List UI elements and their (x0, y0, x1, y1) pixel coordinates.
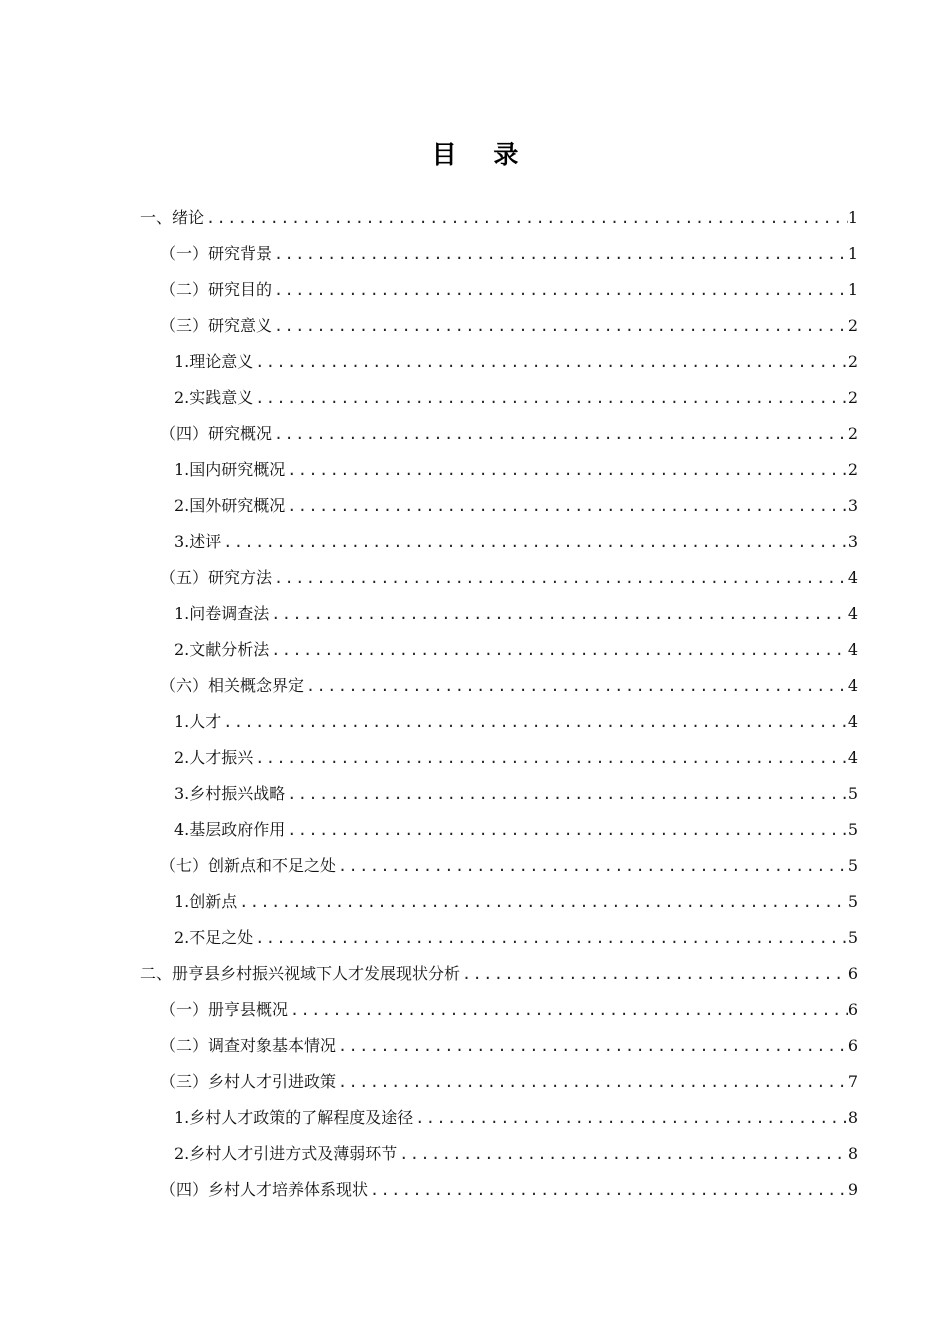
toc-page-number: 5 (847, 892, 858, 911)
toc-entry[interactable] (0, 452, 950, 488)
toc-page-number: 2 (847, 460, 858, 479)
toc-entry[interactable] (0, 812, 950, 848)
toc-entry[interactable] (0, 596, 950, 632)
dot-leader (285, 452, 848, 488)
toc-page-number: 8 (847, 1144, 858, 1163)
toc-page-number: 9 (847, 1180, 858, 1199)
toc-entry[interactable] (0, 1100, 950, 1136)
toc-entry[interactable] (0, 1064, 950, 1100)
toc-entry-title: （三）乡村人才引进政策 (160, 1072, 337, 1091)
toc-entry-title: 2.实践意义 (174, 388, 254, 407)
toc-entry[interactable] (0, 1028, 950, 1064)
toc-entry-title: 2.国外研究概况 (174, 496, 286, 515)
toc-page-number: 6 (847, 1036, 858, 1055)
toc-entry-title: 2.文献分析法 (174, 640, 270, 659)
toc-page-number: 1 (847, 244, 858, 263)
dot-leader (304, 668, 848, 704)
toc-entry-title: 1.人才 (174, 712, 222, 731)
dot-leader (237, 884, 848, 920)
toc-entry[interactable] (0, 236, 950, 272)
dot-leader (221, 524, 848, 560)
dot-leader (368, 1172, 848, 1208)
toc-entry-title: （一）册亨县概况 (160, 1000, 289, 1019)
toc-entry[interactable] (0, 524, 950, 560)
toc-entry[interactable] (0, 344, 950, 380)
toc-entry-title: （六）相关概念界定 (160, 676, 305, 695)
toc-entry-title: （五）研究方法 (160, 568, 273, 587)
toc-entry-title: 一、绪论 (140, 208, 205, 227)
toc-page-number: 2 (847, 316, 858, 335)
toc-entry[interactable] (0, 200, 950, 236)
toc-entry[interactable] (0, 776, 950, 812)
toc-entry-title: （二）调查对象基本情况 (160, 1036, 337, 1055)
dot-leader (221, 704, 848, 740)
toc-entry[interactable] (0, 632, 950, 668)
dot-leader (288, 992, 848, 1028)
dot-leader (204, 200, 848, 236)
toc-entry[interactable] (0, 560, 950, 596)
toc-entry-title: 1.国内研究概况 (174, 460, 286, 479)
toc-entry[interactable] (0, 308, 950, 344)
dot-leader (253, 920, 848, 956)
toc-entry-title: （一）研究背景 (160, 244, 273, 263)
toc-page-number: 6 (847, 1000, 858, 1019)
toc-page-number: 1 (847, 280, 858, 299)
toc-entry-title: （七）创新点和不足之处 (160, 856, 337, 875)
toc-entry-title: 1.乡村人才政策的了解程度及途径 (174, 1108, 414, 1127)
dot-leader (460, 956, 848, 992)
dot-leader (336, 1028, 848, 1064)
toc-entry[interactable] (0, 416, 950, 452)
toc-page-number: 5 (847, 928, 858, 947)
toc-page-number: 5 (847, 856, 858, 875)
dot-leader (253, 740, 848, 776)
toc-entry[interactable] (0, 848, 950, 884)
dot-leader (285, 488, 848, 524)
toc-entry[interactable] (0, 956, 950, 992)
dot-leader (336, 848, 848, 884)
toc-entry-title: 1.创新点 (174, 892, 238, 911)
toc-page-number: 2 (847, 424, 858, 443)
toc-page-number: 4 (847, 712, 858, 731)
toc-entry-title: 1.问卷调查法 (174, 604, 270, 623)
toc-entry-title: 1.理论意义 (174, 352, 254, 371)
dot-leader (272, 560, 848, 596)
toc-entry-title: （四）乡村人才培养体系现状 (160, 1180, 369, 1199)
dot-leader (272, 308, 848, 344)
toc-page-number: 4 (847, 640, 858, 659)
toc-entry-title: 2.乡村人才引进方式及薄弱环节 (174, 1144, 398, 1163)
dot-leader (272, 272, 848, 308)
dot-leader (413, 1100, 848, 1136)
toc-entry-title: 2.不足之处 (174, 928, 254, 947)
toc-entry-title: （三）研究意义 (160, 316, 273, 335)
toc-entry-title: 3.乡村振兴战略 (174, 784, 286, 803)
toc-page-number: 1 (847, 208, 858, 227)
toc-entry[interactable] (0, 920, 950, 956)
toc-page-number: 2 (847, 388, 858, 407)
dot-leader (269, 596, 848, 632)
dot-leader (272, 416, 848, 452)
toc-title: 目 录 (431, 140, 533, 169)
dot-leader (336, 1064, 848, 1100)
toc-entry[interactable] (0, 992, 950, 1028)
toc-entry[interactable] (0, 1136, 950, 1172)
toc-list (0, 200, 950, 1208)
dot-leader (272, 236, 848, 272)
dot-leader (285, 776, 848, 812)
toc-page-number: 4 (847, 676, 858, 695)
dot-leader (269, 632, 848, 668)
toc-page-number: 2 (847, 352, 858, 371)
toc-entry[interactable] (0, 704, 950, 740)
toc-page-number: 8 (847, 1108, 858, 1127)
toc-entry[interactable] (0, 380, 950, 416)
toc-entry[interactable] (0, 1172, 950, 1208)
toc-entry-title: （四）研究概况 (160, 424, 273, 443)
toc-page-number: 7 (847, 1072, 858, 1091)
dot-leader (253, 344, 848, 380)
toc-page-number: 4 (847, 748, 858, 767)
toc-page-number: 3 (847, 496, 858, 515)
toc-entry[interactable] (0, 884, 950, 920)
toc-page-number: 4 (847, 604, 858, 623)
toc-entry-title: 3.述评 (174, 532, 222, 551)
toc-entry-title: 二、册亨县乡村振兴视域下人才发展现状分析 (140, 964, 461, 983)
dot-leader (285, 812, 848, 848)
toc-page-number: 6 (847, 964, 858, 983)
toc-entry[interactable] (0, 488, 950, 524)
toc-entry[interactable] (0, 740, 950, 776)
toc-entry-title: （二）研究目的 (160, 280, 273, 299)
toc-entry-title: 2.人才振兴 (174, 748, 254, 767)
toc-page-number: 5 (847, 820, 858, 839)
toc-page-number: 3 (847, 532, 858, 551)
toc-entry[interactable] (0, 668, 950, 704)
dot-leader (397, 1136, 848, 1172)
toc-entry-title: 4.基层政府作用 (174, 820, 286, 839)
toc-page-number: 5 (847, 784, 858, 803)
toc-page-number: 4 (847, 568, 858, 587)
dot-leader (253, 380, 848, 416)
toc-entry[interactable] (0, 272, 950, 308)
